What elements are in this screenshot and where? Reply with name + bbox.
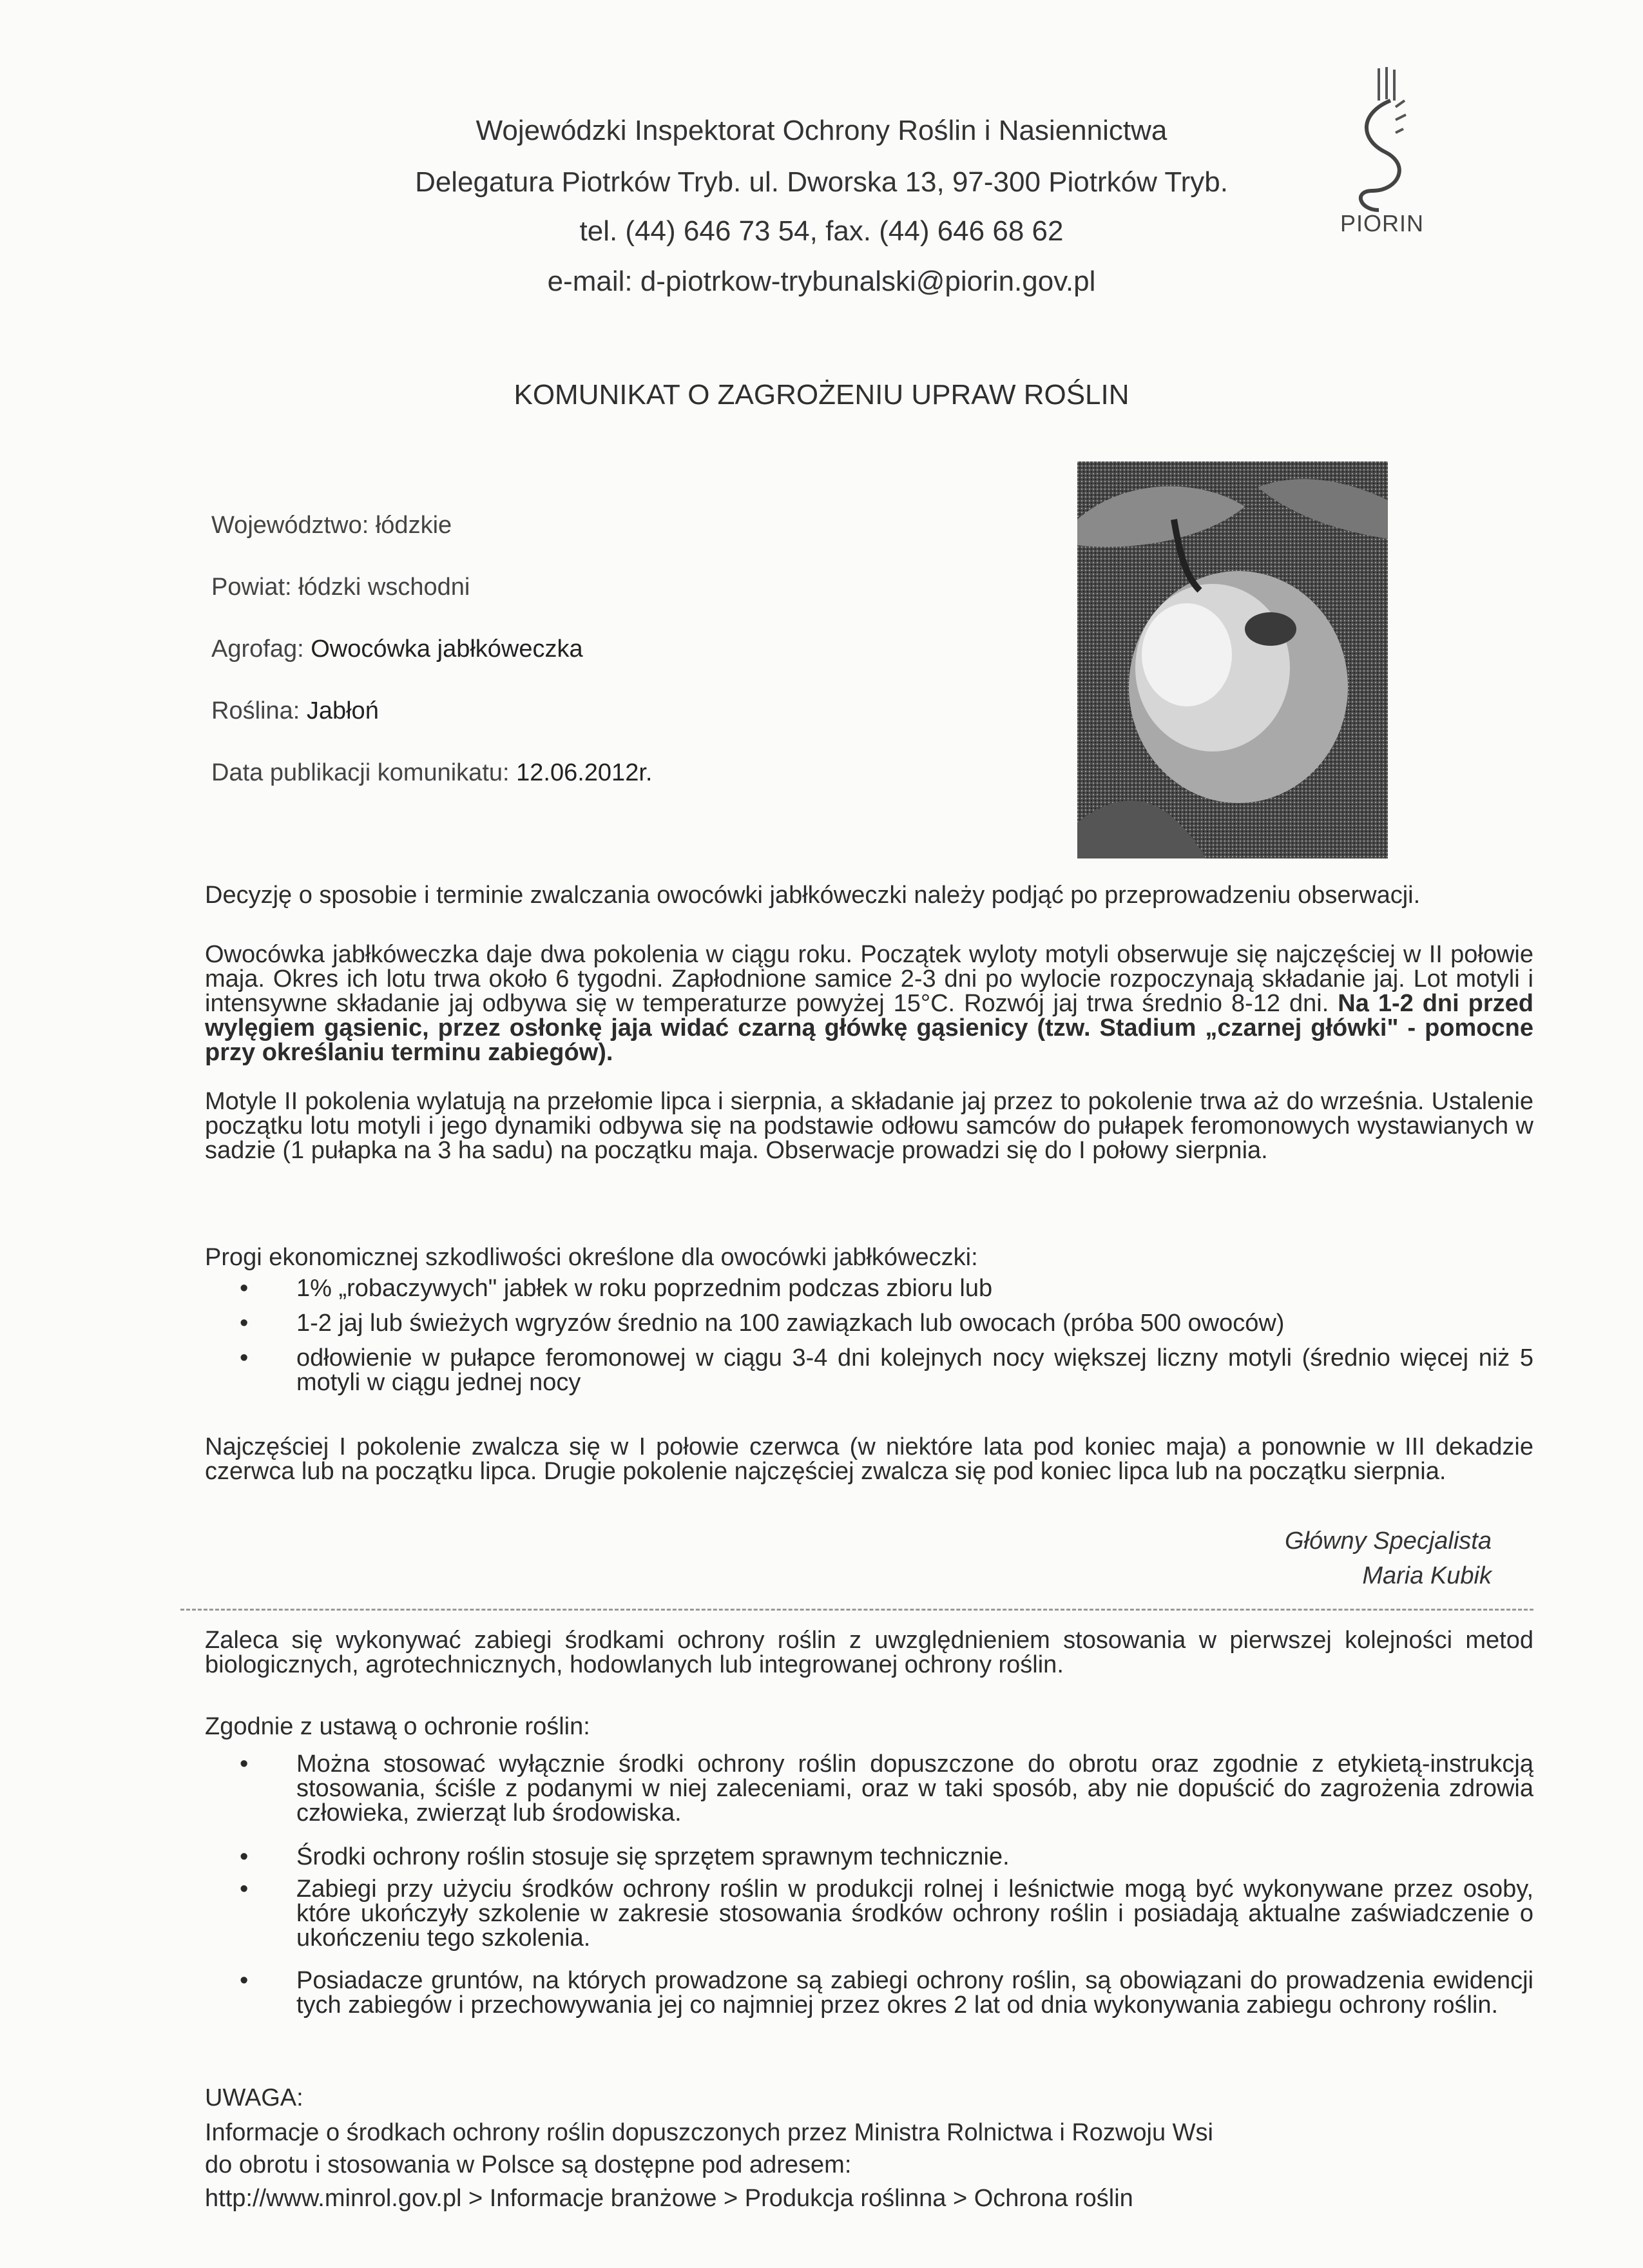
field-value: łódzki wschodni [298, 574, 470, 601]
field-label: Roślina: [211, 697, 307, 724]
bullet-icon: • [240, 1310, 249, 1337]
bullet-icon: • [240, 1967, 249, 1994]
signature-role: Główny Specjalista [1284, 1527, 1492, 1555]
list-item-text: Można stosować wyłącznie środki ochrony roślin dopuszczone do obrotu oraz zgodnie z etykietą-instrukcją stosowania, ściśle z podanymi w niej zaleceniami, oraz w taki sposób, aby nie dopuścić do zagrożenia zdrowia człowieka, zwierząt lub środowiska. [296, 1750, 1533, 1827]
list-item-text: Zabiegi przy użyciu środków ochrony roślin w produkcji rolnej i leśnictwie mogą być wykonywane przez osoby, które ukończyły szkolenie w zakresie stosowania środków ochrony roślin i posiadają aktualne zaświadczenie o ukończeniu tego szkolenia. [296, 1875, 1533, 1952]
list-item [240, 1843, 1533, 1870]
email-link[interactable]: d-piotrkow-trybunalski@piorin.gov.pl [640, 266, 1096, 297]
list-item [240, 1275, 1533, 1302]
header-institution: Wojewódzki Inspektorat Ochrony Roślin i Nasiennictwa [476, 115, 1167, 146]
logo-text: PIORIN [1340, 210, 1425, 237]
field-value: Owocówka jabłkóweczka [311, 635, 583, 663]
paragraph-recommendation: Zaleca się wykonywać zabiegi środkami ochrony roślin z uwzględnieniem stosowania w pierwszej kolejności metod biologicznych, agrotechnicznych, hodowlanych lub integrowanej ochrony roślin. [205, 1627, 1533, 1678]
list-item [240, 1875, 1533, 1952]
field-value: łódzkie [375, 512, 452, 539]
field-powiat [211, 574, 470, 601]
header-address: Delegatura Piotrków Tryb. ul. Dworska 13, 97-300 Piotrków Tryb. [415, 166, 1228, 198]
uwaga-link[interactable]: http://www.minrol.gov.pl > Informacje branżowe > Produkcja roślinna > Ochrona roślin [205, 2185, 1133, 2212]
list-item-text: 1% „robaczywych" jabłek w roku poprzednim podczas zbioru lub [296, 1275, 993, 1302]
uwaga-line: Informacje o środkach ochrony roślin dopuszczonych przez Ministra Rolnictwa i Rozwoju Wsi [205, 2119, 1213, 2146]
field-data-publikacji [211, 759, 652, 787]
field-value: 12.06.2012r. [516, 759, 653, 786]
list-item-text: Posiadacze gruntów, na których prowadzone są zabiegi ochrony roślin, są obowiązani do prowadzenia ewidencji tych zabiegów i przechowywania jej co najmniej przez okres 2 lat od dnia wykonywania zabiegu ochrony roślin. [296, 1967, 1533, 2019]
signature-name: Maria Kubik [1362, 1562, 1492, 1589]
uwaga-title: UWAGA: [205, 2084, 303, 2111]
list-item-text: odłowienie w pułapce feromonowej w ciągu 3-4 dni kolejnych nocy większej liczny motyli (średnio więcej niż 5 motyli w ciągu jednej nocy [296, 1344, 1533, 1396]
paragraph-thresholds: Progi ekonomicznej szkodliwości określone dla owocówki jabłkóweczki: [205, 1244, 978, 1271]
paragraph-emphasis: Na 1-2 dni przed wylęgiem gąsienic, przez osłonkę jaja widać czarną główkę gąsienicy (tzw. Stadium „czarnej główki" - pomocne przy określaniu terminu zabiegów). [205, 990, 1534, 1066]
list-item-text: Środki ochrony roślin stosuje się sprzętem sprawnym technicznie. [296, 1843, 1010, 1870]
list-item [240, 1310, 1533, 1337]
field-label: Województwo: [211, 512, 376, 539]
field-label: Agrofag: [211, 635, 311, 663]
uwaga-line: do obrotu i stosowania w Polsce są dostępne pod adresem: [205, 2151, 852, 2178]
list-item [240, 1750, 1533, 1827]
codling-moth-photo [1077, 461, 1388, 858]
divider [180, 1609, 1533, 1611]
field-label: Data publikacji komunikatu: [211, 759, 517, 786]
header-phone: tel. (44) 646 73 54, fax. (44) 646 68 62 [579, 215, 1064, 247]
paragraph-control-timing: Najczęściej I pokolenie zwalcza się w I połowie czerwca (w niektóre lata pod koniec maja) a ponownie w III dekadzie czerwca lub na początku lipca. Drugie pokolenie najczęściej zwalcza się pod koniec lipca lub na początku sierpnia. [205, 1433, 1533, 1485]
field-value: Jabłoń [306, 697, 379, 724]
paragraph-second-generation: Motyle II pokolenia wylatują na przełomie lipca i sierpnia, a składanie jaj przez to pokolenie trwa aż do września. Ustalenie początku lotu motyli i jego dynamiki odbywa się na podstawie odłowu samców do pułapek feromonowych wystawianych w sadzie (1 pułapka na 3 ha sadu) na początku maja. Obserwacje prowadzi się do I połowy sierpnia. [205, 1088, 1533, 1164]
field-label: Powiat: [211, 574, 299, 601]
field-agrofag [211, 635, 583, 663]
page-title: KOMUNIKAT O ZAGROŻENIU UPRAW ROŚLIN [514, 379, 1129, 411]
bullet-icon: • [240, 1875, 249, 1903]
list-item [240, 1967, 1533, 2019]
paragraph-law: Zgodnie z ustawą o ochronie roślin: [205, 1713, 590, 1740]
list-item-text: 1-2 jaj lub świeżych wgryzów średnio na 100 zawiązkach lub owocach (próba 500 owoców) [296, 1310, 1285, 1337]
bullet-icon: • [240, 1275, 249, 1302]
paragraph-intro: Decyzję o sposobie i terminie zwalczania owocówki jabłkóweczki należy podjąć po przeprowadzeniu obserwacji. [205, 882, 1421, 909]
field-wojewodztwo [211, 512, 452, 539]
field-roslina [211, 697, 379, 725]
paragraph-biology [205, 942, 1533, 1065]
paragraph-text: Owocówka jabłkóweczka daje dwa pokolenia w ciągu roku. Początek wyloty motyli obserwuje się najczęściej w II połowie maja. Okres ich lotu trwa około 6 tygodni. Zapłodnione samice 2-3 dni po wylocie rozpoczynają składanie jaj. Lot motyli i intensywne składanie jaj odbywa się w temperaturze powyżej 15°C. Rozwój jaj trwa średnio 8-12 dni. [205, 941, 1533, 1017]
bullet-icon: • [240, 1843, 249, 1870]
list-item [240, 1344, 1533, 1396]
email-label: e-mail: [547, 266, 640, 297]
header-email-line [0, 266, 1643, 298]
bullet-icon: • [240, 1344, 249, 1371]
bullet-icon: • [240, 1750, 249, 1778]
